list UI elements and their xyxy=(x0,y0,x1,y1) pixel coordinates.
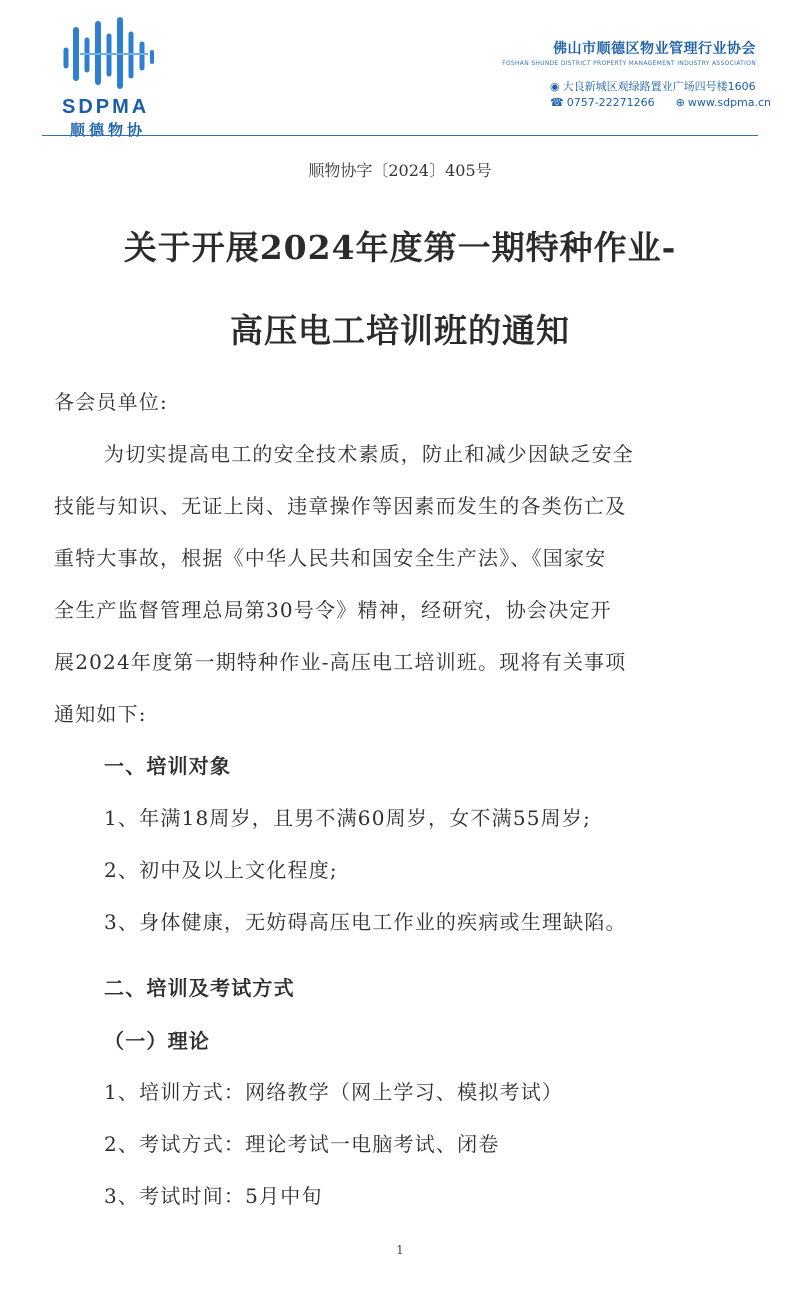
address-text: 大良新城区观绿路置业广场四号楼1606 xyxy=(562,80,756,93)
section-1-heading: 一、培训对象 xyxy=(104,754,232,778)
section-1-item: 1、年满18周岁，且男不满60周岁，女不满55周岁; xyxy=(104,806,592,830)
section-2-heading: 二、培训及考试方式 xyxy=(104,976,295,1000)
association-logo xyxy=(58,16,168,139)
intro-line: 为切实提高电工的安全技术素质，防止和减少因缺乏安全 xyxy=(104,442,634,466)
association-name-block xyxy=(502,38,756,67)
subsection-1-item: 1、培训方式：网络教学（网上学习、模拟考试） xyxy=(104,1080,564,1104)
header-divider xyxy=(42,135,758,136)
association-name: 佛山市顺德区物业管理行业协会 xyxy=(553,41,756,57)
intro-line: 重特大事故，根据《中华人民共和国安全生产法》、《国家安 xyxy=(54,546,607,570)
subsection-1-heading: （一）理论 xyxy=(104,1029,210,1053)
association-english-name: FOSHAN SHUNDE DISTRICT PROPERTY MANAGEMENT INDUSTRY ASSOCIATION xyxy=(502,60,756,67)
address-line xyxy=(550,78,756,94)
section-1-item: 2、初中及以上文化程度; xyxy=(104,858,338,882)
logo-abbreviation: SDPMA xyxy=(62,96,150,118)
subsection-1-item: 2、考试方式：理论考试一电脑考试、闭卷 xyxy=(104,1132,500,1156)
document-title-line-2: 高压电工培训班的通知 xyxy=(230,311,570,350)
contact-line xyxy=(550,96,771,109)
page-number: 1 xyxy=(396,1243,404,1257)
intro-line: 技能与知识、无证上岗、违章操作等因素而发生的各类伤亡及 xyxy=(54,494,627,518)
intro-line: 全生产监督管理总局第30号令》精神，经研究，协会决定开 xyxy=(54,598,612,622)
logo-chinese-name: 顺德物协 xyxy=(70,121,147,139)
location-pin-icon: ◉ xyxy=(550,80,560,93)
document-title-line-1: 关于开展2024年度第一期特种作业- xyxy=(123,228,677,267)
phone-text: 0757-22271266 xyxy=(566,96,655,109)
logo-bars-icon xyxy=(60,16,160,96)
salutation: 各会员单位: xyxy=(54,390,168,414)
globe-icon: ⊕ xyxy=(675,96,685,109)
phone-icon: ☎ xyxy=(550,96,564,109)
letterhead xyxy=(0,0,800,140)
website-text[interactable]: www.sdpma.cn xyxy=(687,96,772,109)
document-number: 顺物协字〔2024〕405号 xyxy=(308,161,492,180)
section-1-item: 3、身体健康，无妨碍高压电工作业的疾病或生理缺陷。 xyxy=(104,910,627,934)
subsection-1-item: 3、考试时间：5月中旬 xyxy=(104,1184,323,1208)
intro-line: 通知如下: xyxy=(54,702,147,726)
intro-line: 展2024年度第一期特种作业-高压电工培训班。现将有关事项 xyxy=(54,650,627,674)
